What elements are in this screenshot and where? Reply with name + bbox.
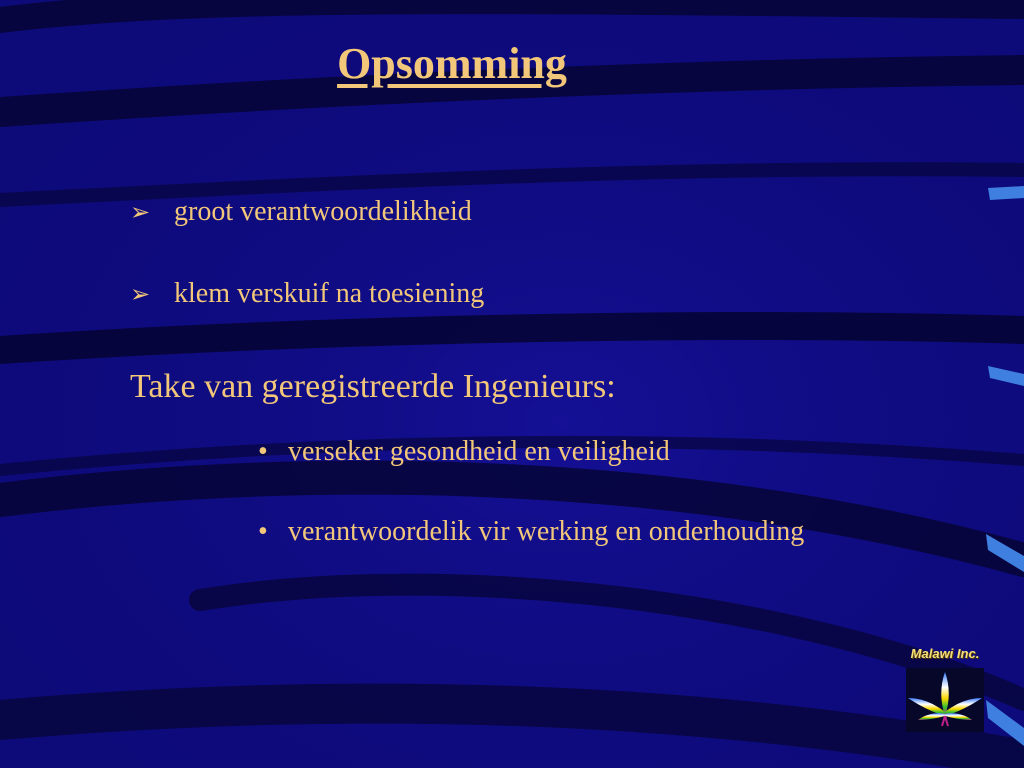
- section-heading: Take van geregistreerde Ingenieurs:: [130, 368, 616, 405]
- leaf-icon: [900, 646, 990, 738]
- dot-bullet-item: [258, 436, 670, 468]
- bullet-text: groot verantwoordelikheid: [174, 196, 472, 227]
- dot-bullet-item: [258, 516, 804, 548]
- dot-bullet-icon: •: [258, 516, 268, 547]
- logo: [900, 646, 990, 738]
- bullet-text: verantwoordelik vir werking en onderhouding: [288, 516, 805, 547]
- dot-bullet-icon: •: [258, 436, 268, 467]
- slide-title: Opsomming: [337, 39, 567, 88]
- logo-text: Malawi Inc.: [910, 646, 980, 661]
- arrow-bullet-icon: ➢: [130, 199, 151, 226]
- arrow-bullet-item: [130, 278, 484, 310]
- arrow-bullet-item: [130, 196, 472, 228]
- arrow-bullet-icon: ➢: [130, 281, 151, 308]
- bullet-text: klem verskuif na toesiening: [174, 278, 485, 309]
- bullet-text: verseker gesondheid en veiligheid: [288, 436, 670, 467]
